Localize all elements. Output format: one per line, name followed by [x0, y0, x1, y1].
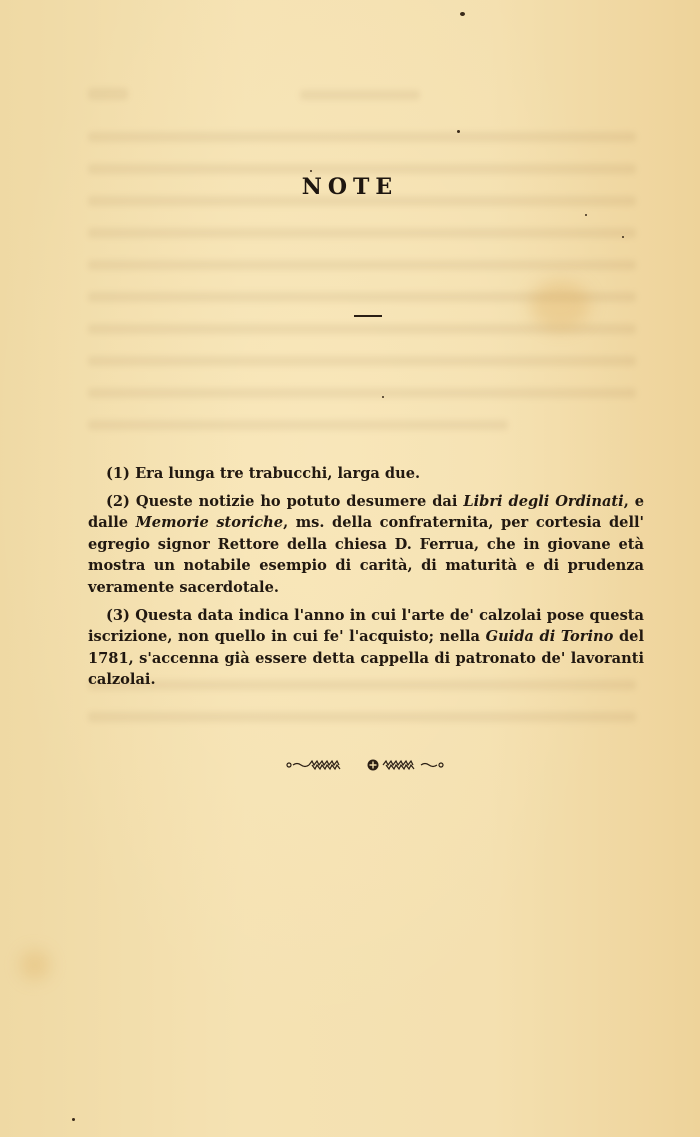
page-title: NOTE — [301, 174, 399, 200]
paper-stain — [20, 950, 50, 980]
footnote-text: Queste notizie ho potuto desumere dai — [135, 492, 464, 510]
tailpiece-ornament-icon — [285, 757, 445, 773]
bleed-through-text — [88, 132, 636, 142]
paper-speck — [72, 1118, 75, 1121]
footnote-title-italic: Libri degli Ordinati — [463, 492, 624, 510]
paper-speck — [457, 130, 460, 133]
footnote-1 — [88, 463, 644, 485]
footnote-number: (1) — [106, 465, 130, 482]
bleed-through-text — [88, 260, 636, 270]
bleed-through-text — [88, 228, 636, 238]
footnote-text: Era lunga tre trabucchi, larga due. — [135, 465, 421, 482]
notes-list — [88, 463, 644, 697]
footnote-number: (3) — [106, 606, 130, 624]
bleed-through-text — [88, 356, 636, 366]
paper-speck — [460, 12, 465, 16]
footnote-2 — [88, 491, 644, 599]
footnote-text: , ms. della confraternita, per cortesia dell' egregio signor Rettore della chiesa D. Ferrua, che in giovane età mostra un notabile esempio di carità, di maturità e di prudenza veramente sacerdotale. — [88, 514, 644, 596]
footnote-text: , e dalle — [88, 492, 644, 532]
footnote-text: Questa data indica l'anno in cui l'arte de' calzolai pose questa iscrizione, non quello in cui fe' l'acquisto; nella — [88, 606, 644, 646]
title-divider — [354, 315, 382, 317]
paper-speck — [382, 396, 384, 398]
footnote-title-italic: Memorie storiche — [135, 514, 284, 532]
bleed-through-text — [88, 712, 636, 722]
bleed-through-text — [88, 388, 636, 398]
paper-speck — [585, 214, 587, 216]
bleed-through-text — [88, 88, 128, 100]
footnote-text: del 1781, s'accenna già essere detta cappella di patronato de' lavoranti calzolai. — [88, 628, 644, 689]
footnote-number: (2) — [106, 492, 130, 510]
bleed-through-text — [300, 90, 420, 100]
bleed-through-text — [88, 420, 508, 430]
paper-stain — [530, 280, 590, 330]
bleed-through-text — [88, 164, 636, 174]
footnote-title-italic: Guida di Torino — [485, 628, 614, 646]
footnote-3 — [88, 605, 644, 691]
paper-speck — [310, 170, 312, 172]
paper-speck — [622, 236, 624, 238]
